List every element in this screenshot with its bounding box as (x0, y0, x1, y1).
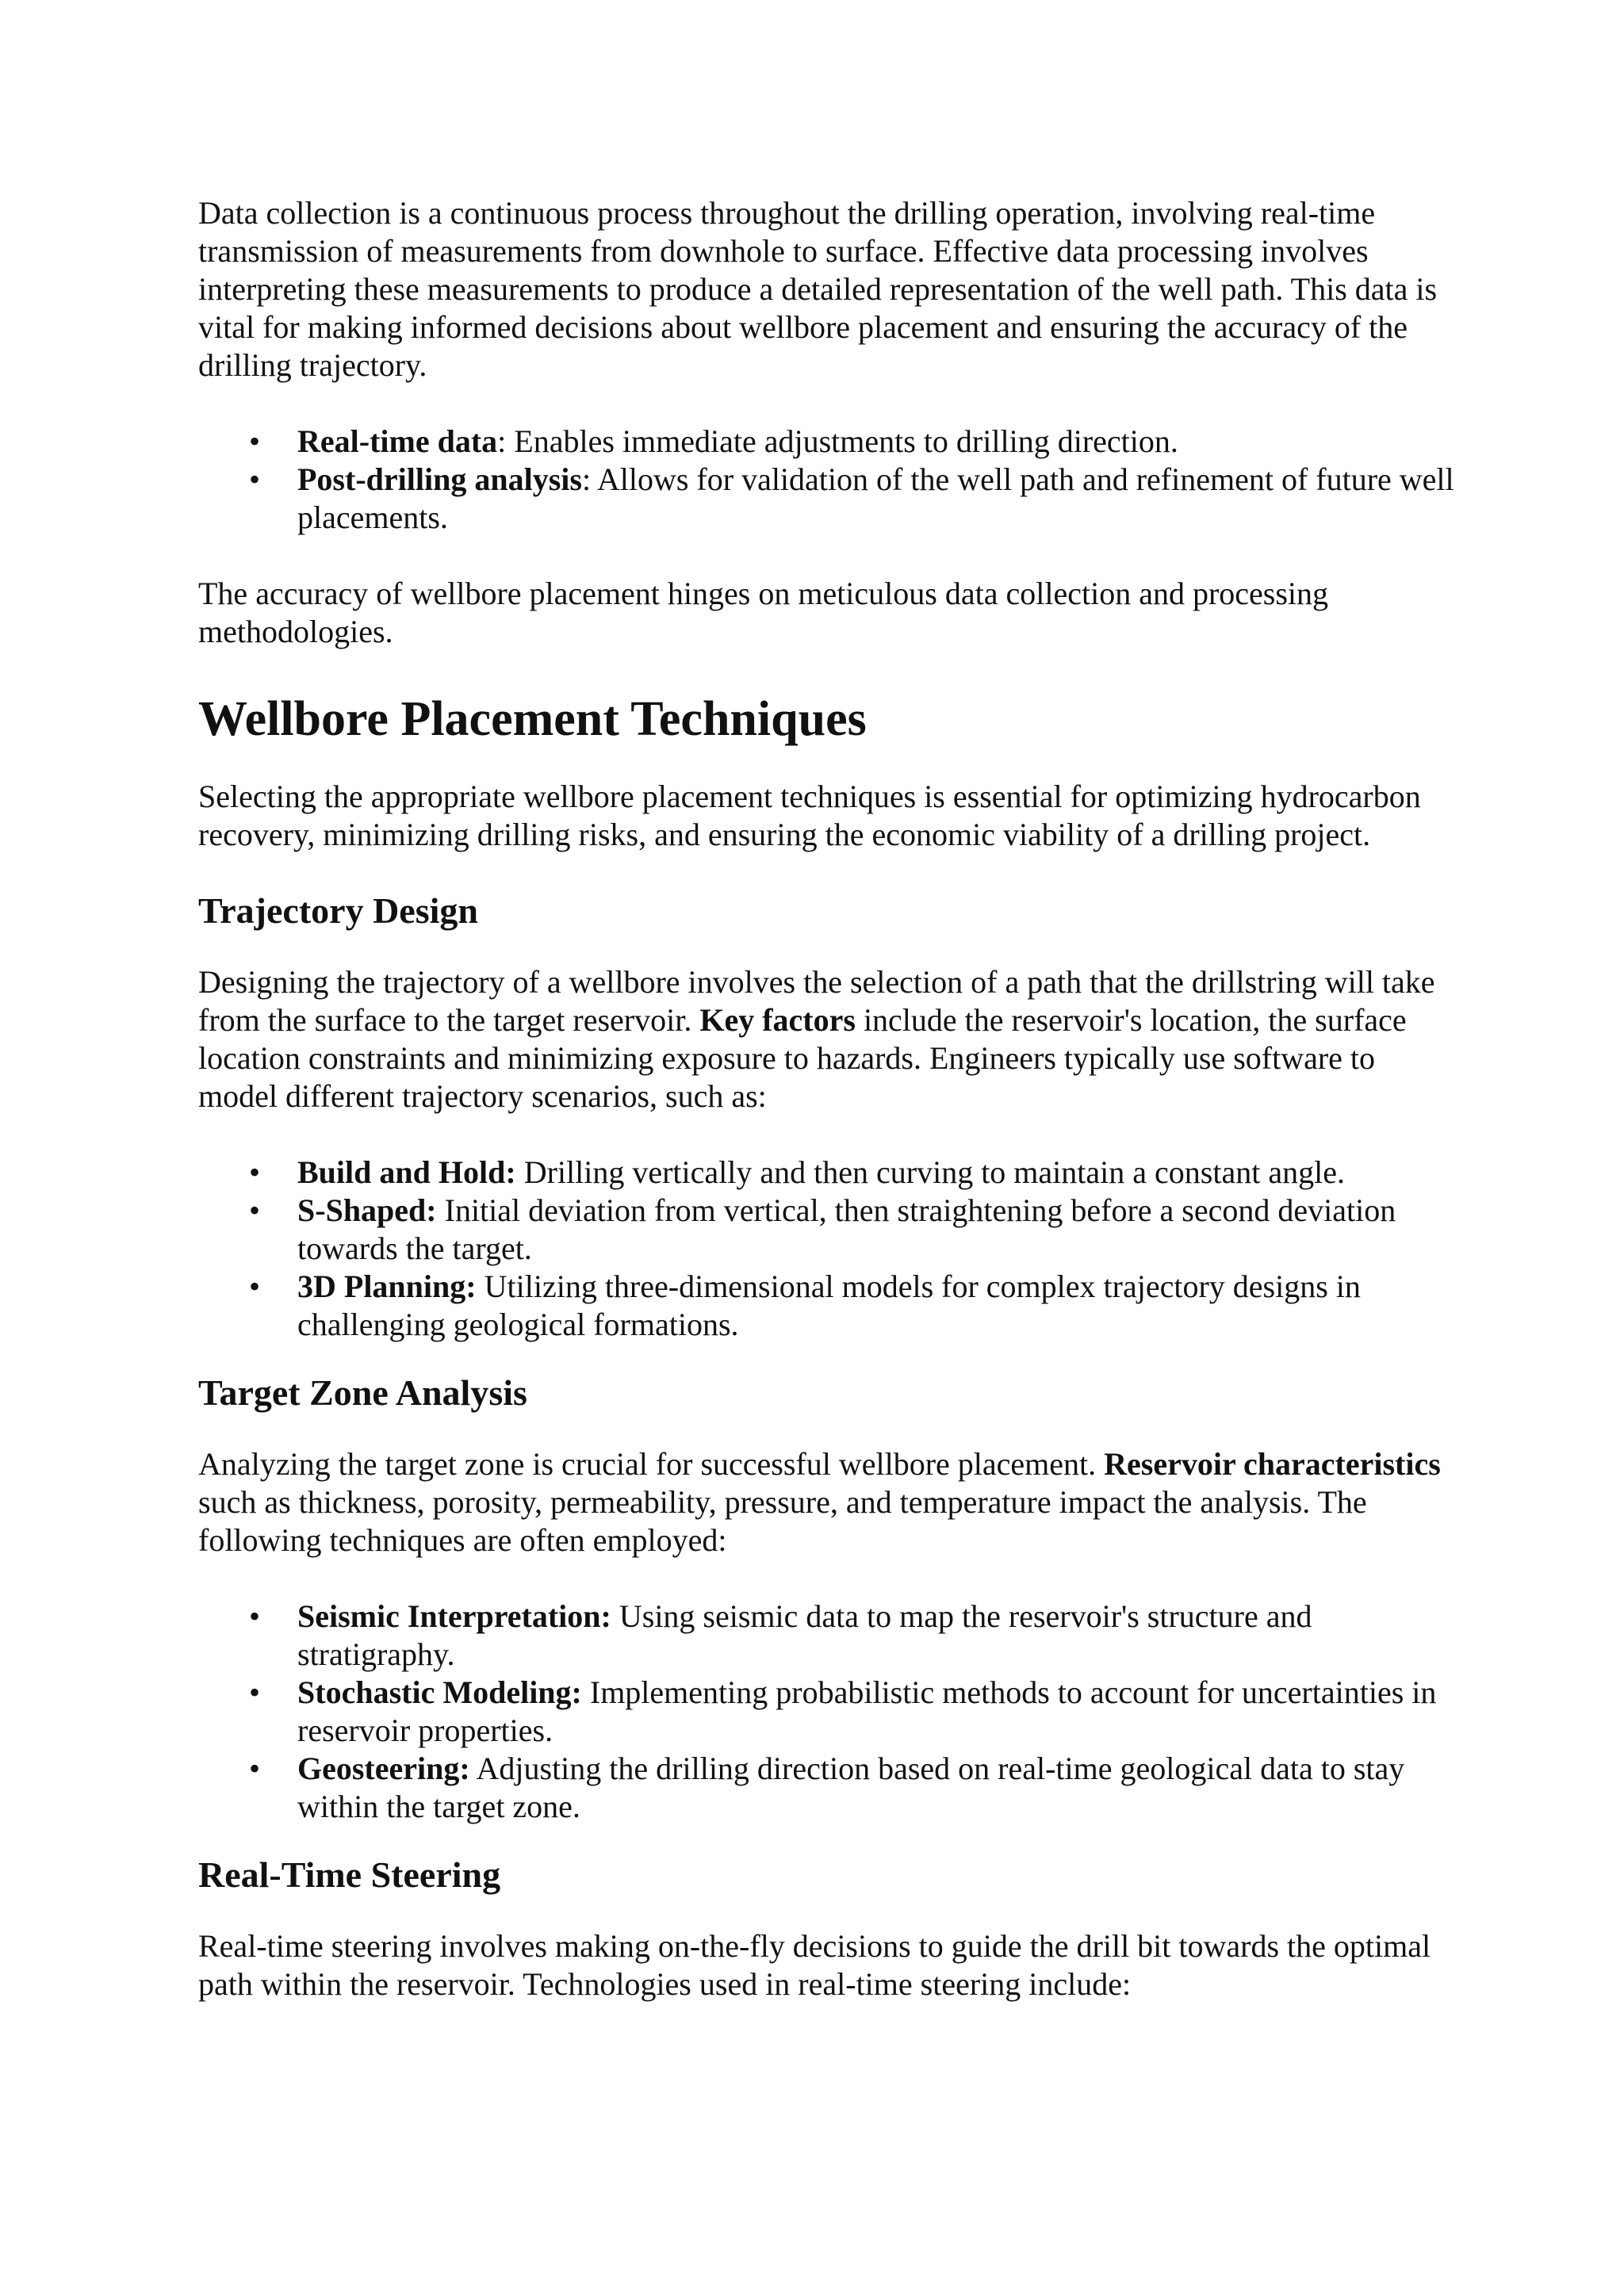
list-item-text: Adjusting the drilling direction based on real-time geological data to stay within the target zone. (297, 1751, 1405, 1824)
list-item (198, 461, 1459, 537)
paragraph-text: Designing the trajectory of a wellbore involves the selection of a path that the drillstring will take from the surface to the target reservoir. (198, 964, 1435, 1038)
real-time-steering-paragraph: Real-time steering involves making on-the-fly decisions to guide the drill bit towards the optimal path within the reservoir. Technologies used in real-time steering include: (198, 1928, 1431, 2002)
list-item-text: Utilizing three-dimensional models for complex trajectory designs in challenging geological formations. (297, 1269, 1361, 1342)
list-item-term: Post-drilling analysis (297, 461, 582, 497)
list-item-term: 3D Planning: (297, 1269, 477, 1304)
document-page (198, 194, 1459, 2003)
list-item (198, 1598, 1459, 1674)
list-item (198, 1750, 1459, 1826)
trajectory-scenario-list (198, 1154, 1459, 1344)
list-item (198, 423, 1459, 461)
list-item (198, 1674, 1459, 1750)
list-item (198, 1192, 1459, 1268)
list-item-text: Using seismic data to map the reservoir's structure and stratigraphy. (297, 1598, 1312, 1672)
list-item-term: Build and Hold: (297, 1154, 516, 1190)
list-item-term: Stochastic Modeling: (297, 1674, 582, 1710)
list-item-text: Drilling vertically and then curving to maintain a constant angle. (515, 1154, 1345, 1190)
paragraph-bold-term: Key factors (699, 1002, 856, 1038)
data-type-list (198, 423, 1459, 537)
list-item-term: Geosteering: (297, 1751, 470, 1786)
paragraph-text: such as thickness, porosity, permeability, pressure, and temperature impact the analysis. The following techniques are often employed: (198, 1484, 1367, 1558)
paragraph-text: Analyzing the target zone is crucial for successful wellbore placement. (198, 1446, 1105, 1482)
paragraph-text: include the reservoir's location, the surface location constraints and minimizing exposure to hazards. Engineers typically use software to model different trajectory scenarios, such as: (198, 1002, 1407, 1114)
trajectory-design-paragraph (198, 963, 1459, 1115)
real-time-steering-heading: Real-Time Steering (198, 1854, 501, 1895)
target-zone-paragraph (198, 1445, 1459, 1559)
list-item-term: Seismic Interpretation: (297, 1598, 611, 1634)
intro-closing-paragraph: The accuracy of wellbore placement hinges on meticulous data collection and processing methodologies. (198, 576, 1329, 649)
trajectory-design-heading: Trajectory Design (198, 890, 478, 931)
target-zone-technique-list (198, 1598, 1459, 1826)
list-item-term: Real-time data (297, 423, 498, 459)
list-item-text: : Enables immediate adjustments to drilling direction. (497, 423, 1178, 459)
list-item-term: S-Shaped: (297, 1192, 437, 1228)
list-item-text: Initial deviation from vertical, then straightening before a second deviation towards the target. (297, 1192, 1396, 1266)
list-item-text: : Allows for validation of the well path and refinement of future well placements. (297, 461, 1454, 535)
section-intro-paragraph: Selecting the appropriate wellbore placement techniques is essential for optimizing hydrocarbon recovery, minimizing drilling risks, and ensuring the economic viability of a drilling project. (198, 779, 1421, 852)
paragraph-bold-term: Reservoir characteristics (1104, 1446, 1441, 1482)
section-title: Wellbore Placement Techniques (198, 692, 867, 746)
list-item-text: Implementing probabilistic methods to account for uncertainties in reservoir properties. (297, 1674, 1437, 1748)
target-zone-heading: Target Zone Analysis (198, 1372, 527, 1413)
list-item (198, 1154, 1459, 1192)
intro-paragraph: Data collection is a continuous process throughout the drilling operation, involving real-time transmission of measurements from downhole to surface. Effective data processing involves interpreting these measurements to produce a detailed representation of the well path. This data is vital for making informed decisions about wellbore placement and ensuring the accuracy of the drilling trajectory. (198, 195, 1438, 383)
list-item (198, 1268, 1459, 1344)
